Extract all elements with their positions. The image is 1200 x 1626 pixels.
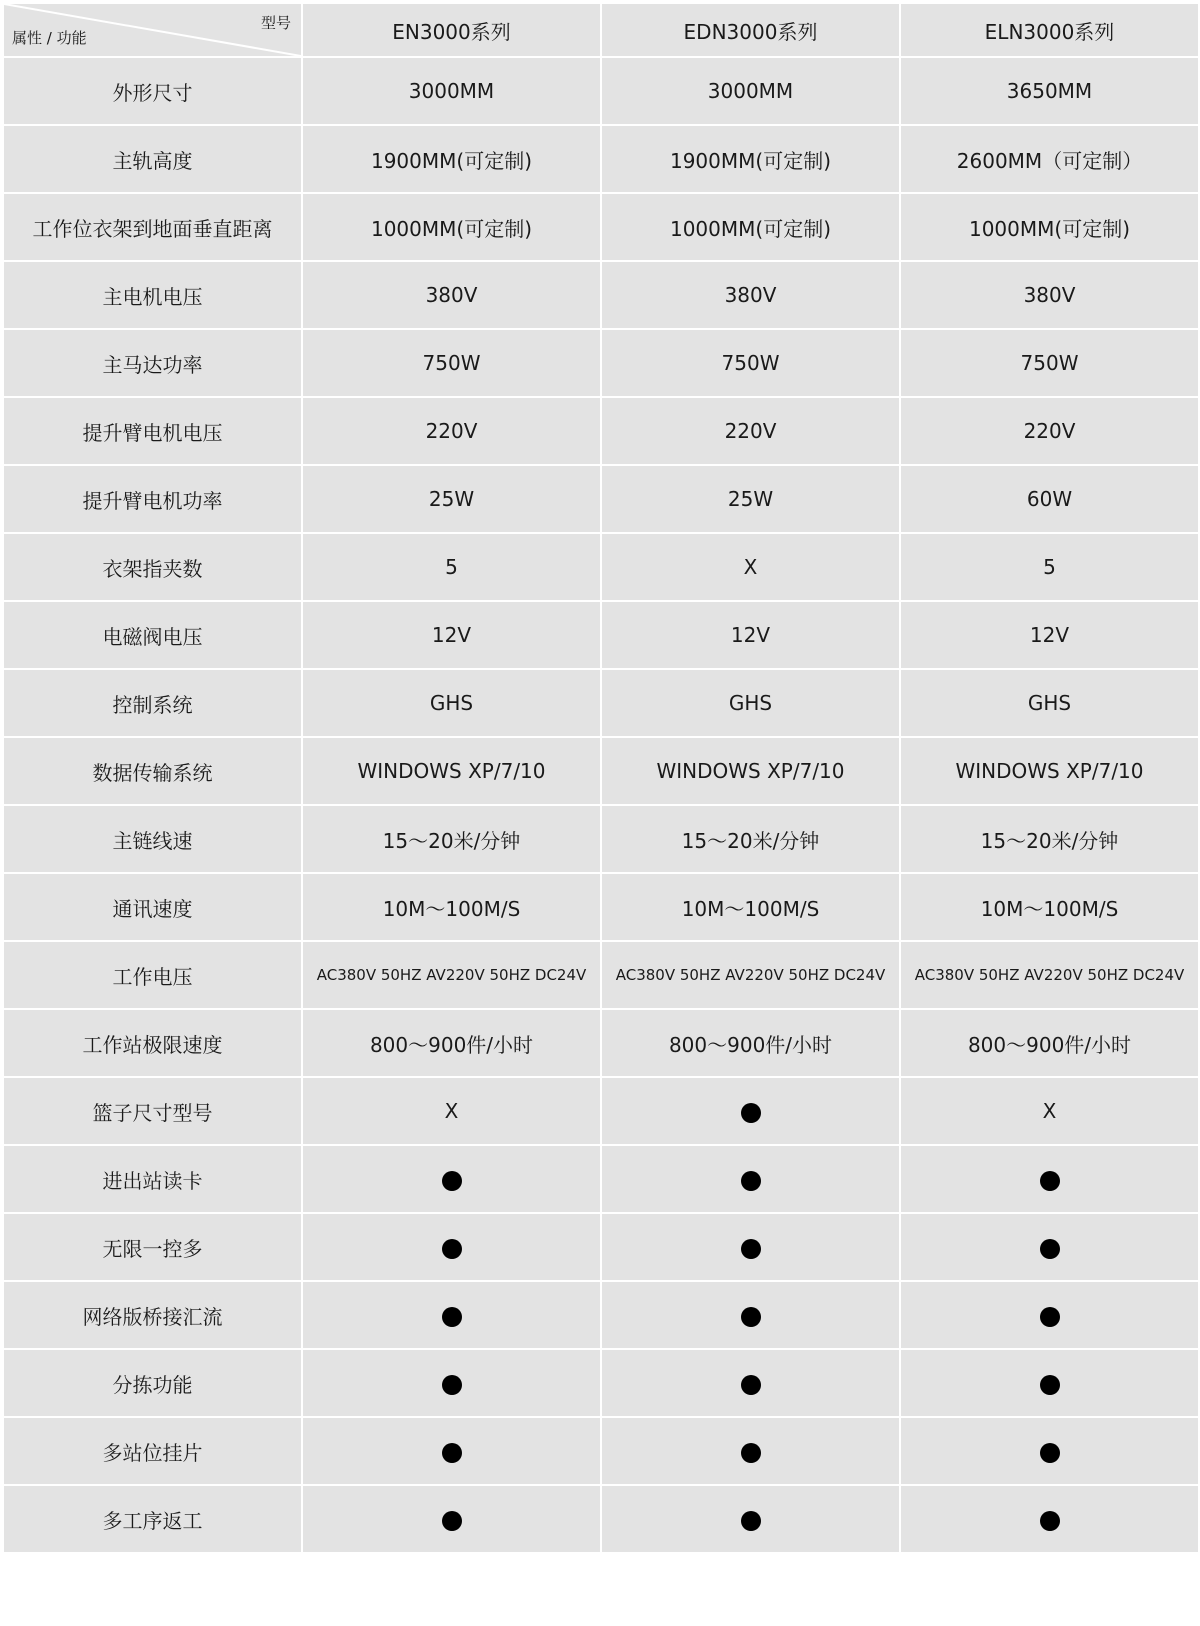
attribute-label: 工作电压 — [3, 941, 302, 1009]
spec-value-cell: 1900MM(可定制) — [302, 125, 601, 193]
spec-value-cell: 1000MM(可定制) — [900, 193, 1199, 261]
table-row — [3, 1417, 1199, 1485]
attribute-label: 外形尺寸 — [3, 57, 302, 125]
supported-dot-icon — [1040, 1171, 1060, 1191]
spec-value-cell — [302, 1213, 601, 1281]
attribute-label: 控制系统 — [3, 669, 302, 737]
spec-table — [2, 2, 1200, 1554]
attribute-label: 工作位衣架到地面垂直距离 — [3, 193, 302, 261]
spec-value-cell: 3650MM — [900, 57, 1199, 125]
spec-value-cell: WINDOWS XP/7/10 — [601, 737, 900, 805]
spec-value-cell: 25W — [302, 465, 601, 533]
spec-value-cell — [302, 1145, 601, 1213]
spec-value-cell: X — [601, 533, 900, 601]
table-row — [3, 1213, 1199, 1281]
supported-dot-icon — [1040, 1375, 1060, 1395]
spec-value-cell: 1900MM(可定制) — [601, 125, 900, 193]
spec-value-cell: 1000MM(可定制) — [601, 193, 900, 261]
attribute-label: 多站位挂片 — [3, 1417, 302, 1485]
attribute-label: 网络版桥接汇流 — [3, 1281, 302, 1349]
supported-dot-icon — [1040, 1511, 1060, 1531]
spec-value-cell: 220V — [601, 397, 900, 465]
table-row — [3, 57, 1199, 125]
spec-value-cell: GHS — [302, 669, 601, 737]
spec-value-cell: WINDOWS XP/7/10 — [302, 737, 601, 805]
supported-dot-icon — [1040, 1443, 1060, 1463]
spec-value-cell — [601, 1349, 900, 1417]
table-row — [3, 1009, 1199, 1077]
spec-value-cell: 380V — [900, 261, 1199, 329]
spec-value-cell: 380V — [601, 261, 900, 329]
table-row — [3, 1485, 1199, 1553]
spec-value-cell — [601, 1145, 900, 1213]
spec-value-cell: 15～20米/分钟 — [302, 805, 601, 873]
spec-value-cell: 12V — [302, 601, 601, 669]
supported-dot-icon — [1040, 1239, 1060, 1259]
table-row — [3, 397, 1199, 465]
attribute-label: 主电机电压 — [3, 261, 302, 329]
spec-value-cell — [900, 1213, 1199, 1281]
spec-value-cell: 5 — [302, 533, 601, 601]
corner-model-label: 型号 — [260, 14, 291, 32]
table-row — [3, 669, 1199, 737]
supported-dot-icon — [741, 1239, 761, 1259]
supported-dot-icon — [1040, 1307, 1060, 1327]
table-row — [3, 125, 1199, 193]
spec-value-cell: 750W — [302, 329, 601, 397]
spec-value-cell — [302, 1349, 601, 1417]
table-row — [3, 261, 1199, 329]
table-row — [3, 941, 1199, 1009]
attribute-label: 主链线速 — [3, 805, 302, 873]
spec-value-cell — [601, 1417, 900, 1485]
spec-value-cell: GHS — [900, 669, 1199, 737]
supported-dot-icon — [741, 1103, 761, 1123]
table-row — [3, 737, 1199, 805]
spec-value-cell: 800～900件/小时 — [302, 1009, 601, 1077]
spec-value-cell: 220V — [302, 397, 601, 465]
attribute-label: 篮子尺寸型号 — [3, 1077, 302, 1145]
spec-value-cell: 2600MM（可定制） — [900, 125, 1199, 193]
table-row — [3, 1145, 1199, 1213]
attribute-label: 主马达功率 — [3, 329, 302, 397]
header-row — [3, 3, 1199, 57]
spec-value-cell: 25W — [601, 465, 900, 533]
table-row — [3, 533, 1199, 601]
spec-value-cell — [302, 1417, 601, 1485]
spec-table-body — [3, 3, 1199, 1553]
spec-value-cell: 3000MM — [601, 57, 900, 125]
supported-dot-icon — [442, 1307, 462, 1327]
spec-value-cell — [900, 1349, 1199, 1417]
attribute-label: 工作站极限速度 — [3, 1009, 302, 1077]
attribute-label: 主轨高度 — [3, 125, 302, 193]
attribute-label: 提升臂电机电压 — [3, 397, 302, 465]
corner-attribute-label: 属性 / 功能 — [12, 29, 87, 47]
supported-dot-icon — [442, 1511, 462, 1531]
spec-value-cell — [900, 1145, 1199, 1213]
spec-value-cell: 750W — [601, 329, 900, 397]
attribute-label: 电磁阀电压 — [3, 601, 302, 669]
attribute-label: 数据传输系统 — [3, 737, 302, 805]
table-row — [3, 601, 1199, 669]
table-row — [3, 1281, 1199, 1349]
spec-value-cell: 800～900件/小时 — [601, 1009, 900, 1077]
table-row — [3, 329, 1199, 397]
spec-value-cell: 10M～100M/S — [900, 873, 1199, 941]
supported-dot-icon — [741, 1307, 761, 1327]
supported-dot-icon — [741, 1443, 761, 1463]
spec-value-cell: 10M～100M/S — [601, 873, 900, 941]
spec-value-cell: X — [900, 1077, 1199, 1145]
spec-value-cell: 15～20米/分钟 — [900, 805, 1199, 873]
spec-value-cell: AC380V 50HZ AV220V 50HZ DC24V — [601, 941, 900, 1009]
spec-value-cell: AC380V 50HZ AV220V 50HZ DC24V — [900, 941, 1199, 1009]
spec-value-cell — [900, 1417, 1199, 1485]
supported-dot-icon — [442, 1171, 462, 1191]
table-row — [3, 873, 1199, 941]
spec-value-cell — [601, 1281, 900, 1349]
spec-value-cell: 12V — [900, 601, 1199, 669]
supported-dot-icon — [741, 1171, 761, 1191]
table-row — [3, 1349, 1199, 1417]
supported-dot-icon — [741, 1375, 761, 1395]
spec-value-cell: 220V — [900, 397, 1199, 465]
attribute-label: 进出站读卡 — [3, 1145, 302, 1213]
attribute-label: 分拣功能 — [3, 1349, 302, 1417]
spec-value-cell: WINDOWS XP/7/10 — [900, 737, 1199, 805]
supported-dot-icon — [741, 1511, 761, 1531]
spec-value-cell: GHS — [601, 669, 900, 737]
table-row — [3, 805, 1199, 873]
spec-value-cell: 10M～100M/S — [302, 873, 601, 941]
spec-value-cell — [302, 1485, 601, 1553]
attribute-label: 衣架指夹数 — [3, 533, 302, 601]
spec-value-cell — [601, 1485, 900, 1553]
spec-value-cell: 750W — [900, 329, 1199, 397]
model-header-eln3000: ELN3000系列 — [900, 3, 1199, 57]
attribute-label: 通讯速度 — [3, 873, 302, 941]
table-row — [3, 1077, 1199, 1145]
spec-value-cell: AC380V 50HZ AV220V 50HZ DC24V — [302, 941, 601, 1009]
spec-value-cell: 12V — [601, 601, 900, 669]
spec-value-cell: X — [302, 1077, 601, 1145]
spec-value-cell: 15～20米/分钟 — [601, 805, 900, 873]
spec-value-cell — [900, 1281, 1199, 1349]
spec-value-cell — [601, 1077, 900, 1145]
supported-dot-icon — [442, 1239, 462, 1259]
spec-value-cell: 5 — [900, 533, 1199, 601]
spec-value-cell: 380V — [302, 261, 601, 329]
spec-value-cell — [900, 1485, 1199, 1553]
table-row — [3, 465, 1199, 533]
spec-value-cell — [302, 1281, 601, 1349]
corner-cell — [3, 3, 302, 57]
model-header-edn3000: EDN3000系列 — [601, 3, 900, 57]
spec-value-cell — [601, 1213, 900, 1281]
attribute-label: 无限一控多 — [3, 1213, 302, 1281]
spec-value-cell: 3000MM — [302, 57, 601, 125]
supported-dot-icon — [442, 1375, 462, 1395]
supported-dot-icon — [442, 1443, 462, 1463]
attribute-label: 多工序返工 — [3, 1485, 302, 1553]
spec-value-cell: 1000MM(可定制) — [302, 193, 601, 261]
table-row — [3, 193, 1199, 261]
model-header-en3000: EN3000系列 — [302, 3, 601, 57]
attribute-label: 提升臂电机功率 — [3, 465, 302, 533]
spec-value-cell: 800～900件/小时 — [900, 1009, 1199, 1077]
spec-value-cell: 60W — [900, 465, 1199, 533]
